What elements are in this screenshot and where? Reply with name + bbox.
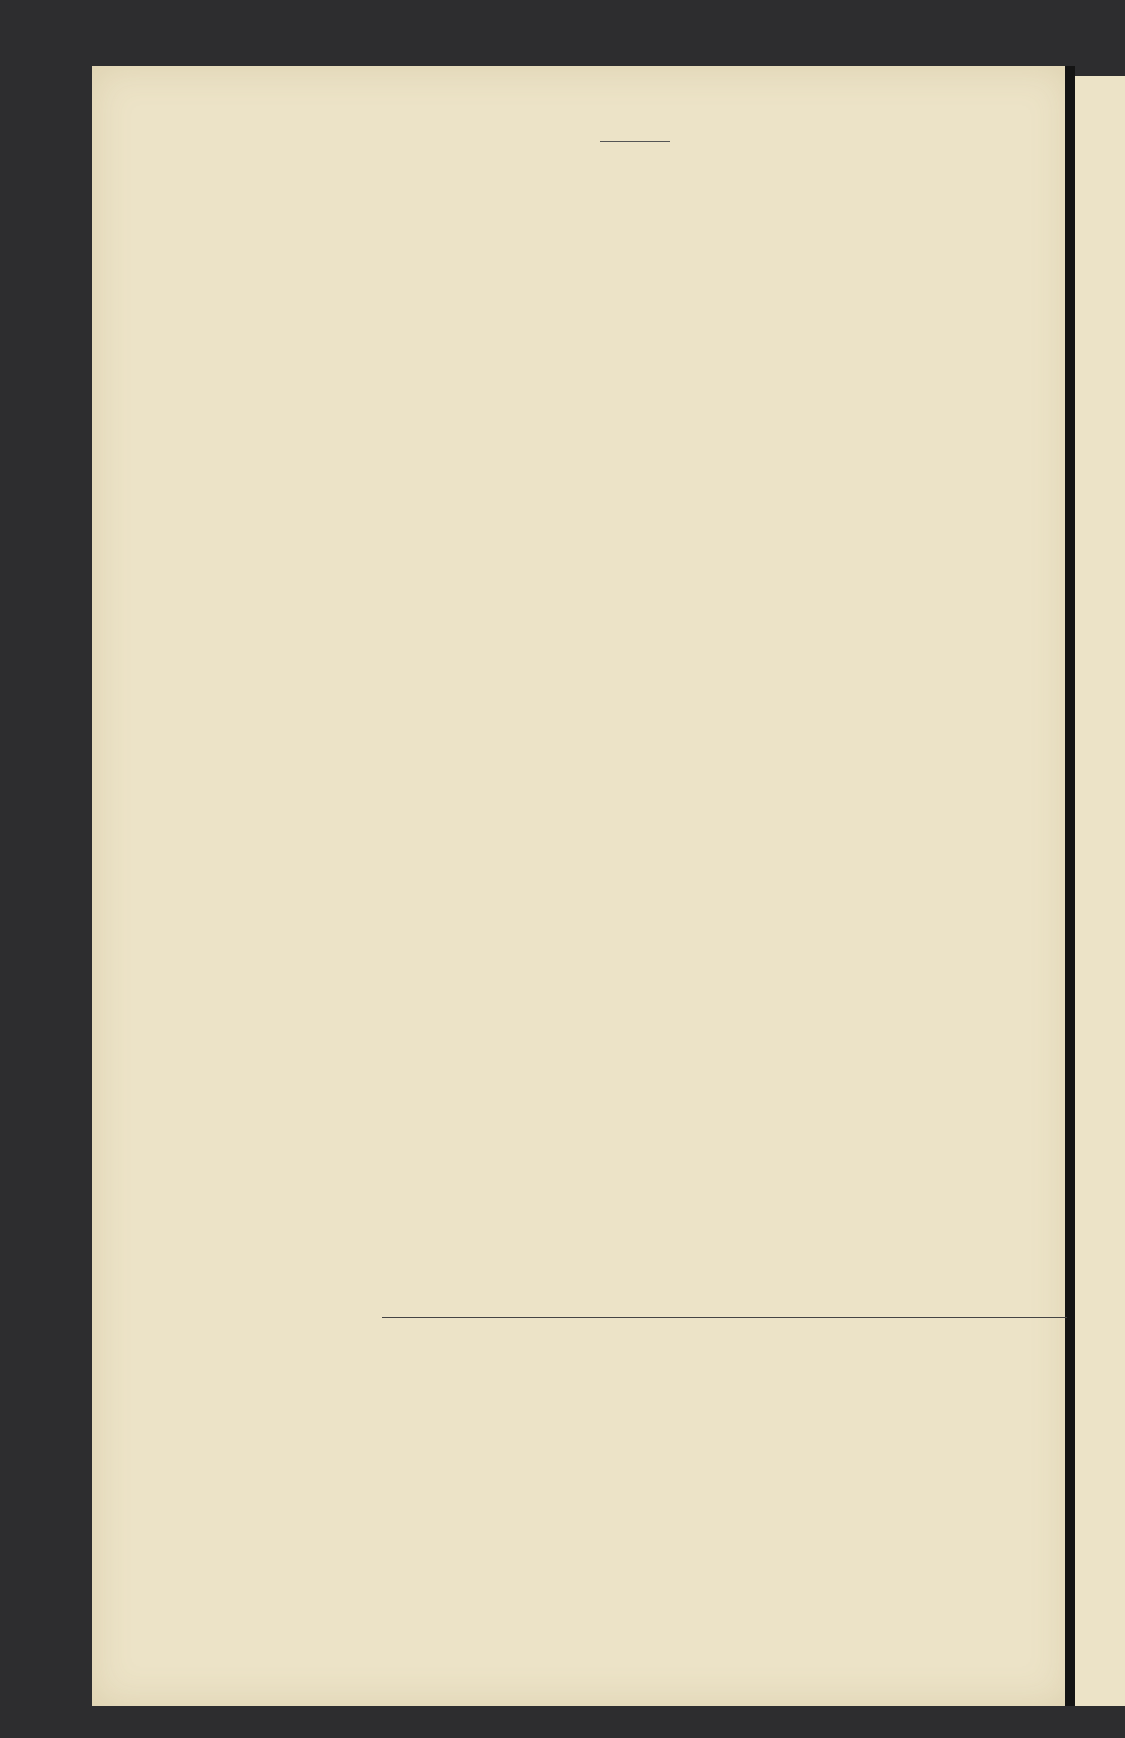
- book-page: [92, 66, 1070, 1706]
- adjacent-page-edge: [1075, 76, 1125, 1706]
- book-gutter: [1065, 66, 1075, 1706]
- total-rule: [382, 1317, 1067, 1318]
- page-number-rule: [600, 141, 670, 142]
